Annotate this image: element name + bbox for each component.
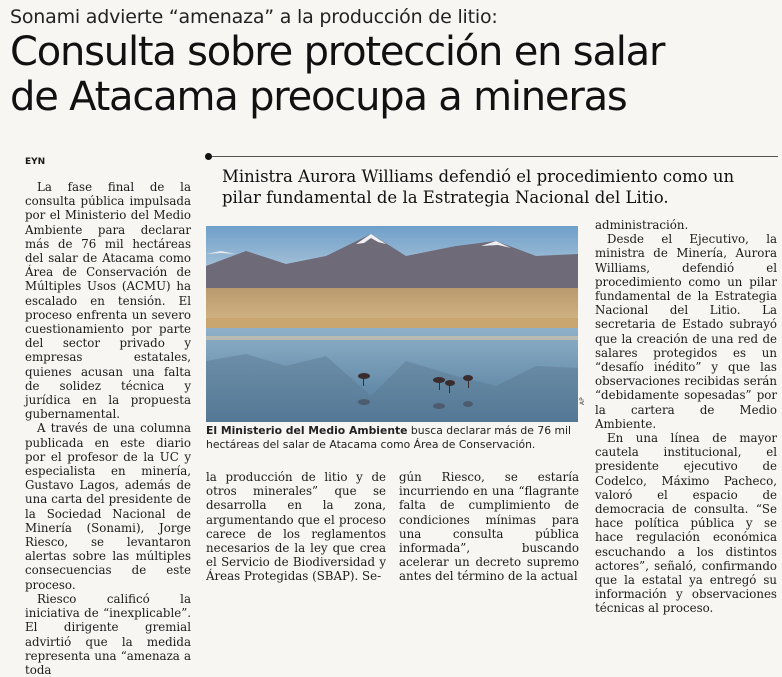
paragraph: A través de una columna publicada en este diario por el profesor de la UC y especialista en minería, Gustavo Lagos, además de una carta del presidente de la Sociedad Nacional de Minería (Sonami), Jorge Riesco, se levantaron alertas sobre las múltiples consecuencias de este proceso.	[25, 421, 191, 592]
subheadline: Ministra Aurora Williams defendió el procedimiento como un pilar fundamental de la Estrategia Nacional del Litio.	[222, 167, 735, 207]
photo-credit: AP	[579, 397, 586, 405]
kicker: Sonami advierte “amenaza” a la producción de litio:	[10, 6, 498, 28]
salar-photo	[206, 226, 578, 422]
paragraph: Desde el Ejecutivo, la ministra de Minería, Aurora Williams, defendió el procedimiento como un pilar fundamental de la Estrategia Nacional del Litio. La secretaria de Estado subrayó que la creación de una red de salares protegidos es un “desafío inédito” y que las observaciones recibidas serán “debidamente sopesadas” por la cartera de Medio Ambiente.	[595, 232, 777, 431]
paragraph: gún Riesco, se estaría incurriendo en una “flagrante falta de cumplimiento de condiciones mínimas para una consulta pública informada”, buscando acelerar un decreto supremo antes del término de la actual	[399, 470, 579, 584]
paragraph: Riesco calificó la iniciativa de “inexplicable”. El dirigente gremial advirtió que la medida representa una “amenaza a toda	[25, 591, 191, 677]
subhead-rule	[212, 156, 778, 157]
paragraph: la producción de litio y de otros minerales” que se desarrolla en la zona, argumentando que el proceso carece de los reglamentos necesarios de la ley que crea el Servicio de Biodiversidad y Áreas Protegidas (SBAP). Se-	[206, 470, 386, 584]
body-column-1	[25, 180, 191, 677]
headline-line-2: de Atacama preocupa a mineras	[10, 74, 627, 120]
byline: EYN	[25, 157, 46, 167]
paragraph: En una línea de mayor cautela institucional, el presidente ejecutivo de Codelco, Máximo Pacheco, valoró el espacio de democracia de consulta. “Se hace política pública y se hace regulación económica escuchando a los distintos actores”, señaló, confirmando que la estatal ya entregó su información y observaciones técnicas al proceso.	[595, 431, 777, 616]
subhead-bullet	[205, 153, 212, 160]
caption-lead: El Ministerio del Medio Ambiente	[206, 424, 408, 437]
salar-landscape-image	[206, 226, 578, 422]
headline-line-1: Consulta sobre protección en salar	[10, 29, 665, 75]
headline	[10, 30, 780, 120]
body-column-3	[399, 470, 579, 584]
body-column-4	[595, 218, 777, 616]
paragraph: La fase final de la consulta pública impulsada por el Ministerio del Medio Ambiente para declarar más de 76 mil hectáreas del salar de Atacama como Área de Conservación de Múltiples Usos (ACMU) ha escalado en tensión. El proceso enfrenta un severo cuestionamiento por parte del sector privado y empresas estatales, quienes acusan una falta de solidez técnica y jurídica en la propuesta gubernamental.	[25, 180, 191, 422]
body-column-2	[206, 470, 386, 584]
paragraph: administración.	[595, 218, 689, 232]
photo-caption	[206, 424, 578, 452]
caption-text: busca declarar más de 76 mil hectáreas del salar de Atacama como Área de Conservación.	[206, 424, 572, 451]
